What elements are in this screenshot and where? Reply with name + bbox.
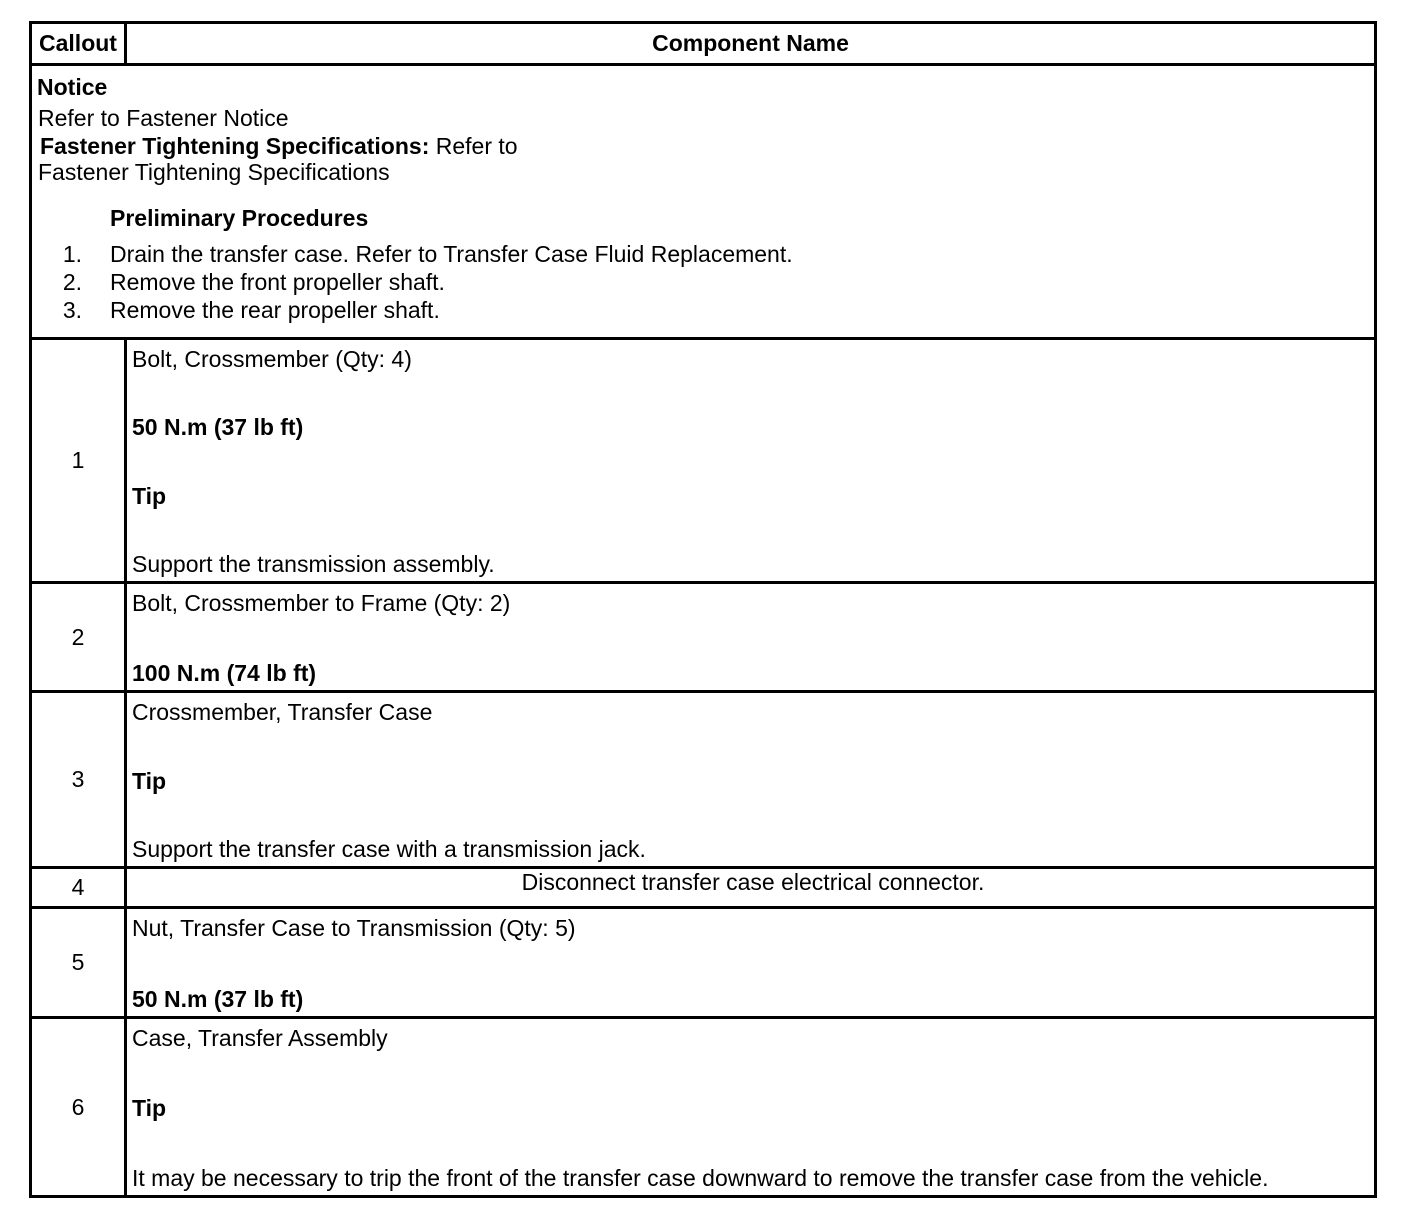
procedure-table	[29, 21, 1377, 1198]
component-cell	[127, 1019, 1374, 1195]
tip-label: Tip	[132, 767, 167, 794]
list-item	[32, 268, 793, 296]
notice-section	[32, 66, 1374, 340]
component-cell	[127, 340, 1374, 581]
spec-text: Refer to	[435, 133, 518, 159]
spec-label: Fastener Tightening Specifications:	[40, 133, 430, 159]
list-item-number: 3.	[62, 297, 82, 323]
table-header-row	[32, 24, 1374, 66]
tip-text: Support the transmission assembly.	[132, 550, 495, 577]
table-row	[32, 869, 1374, 909]
tip-text: Support the transfer case with a transmission jack.	[132, 836, 646, 862]
list-item-number: 2.	[62, 269, 82, 295]
component-cell	[127, 869, 1374, 906]
spec-text-continued: Fastener Tightening Specifications	[38, 159, 390, 185]
list-item-number: 1.	[62, 241, 82, 267]
component-name: Crossmember, Transfer Case	[132, 699, 433, 725]
component-cell	[127, 584, 1374, 690]
notice-title: Notice	[37, 74, 108, 100]
header-component-name: Component Name	[652, 30, 849, 56]
spec-line	[40, 133, 518, 160]
list-item	[32, 240, 793, 268]
list-item-text: Remove the rear propeller shaft.	[110, 297, 440, 323]
component-name: Bolt, Crossmember to Frame (Qty: 2)	[132, 590, 511, 616]
list-item-text: Drain the transfer case. Refer to Transfer Case Fluid Replacement.	[110, 241, 793, 267]
callout-number: 1	[32, 340, 127, 581]
tip-label: Tip	[132, 482, 167, 509]
table-row	[32, 1019, 1374, 1195]
torque-spec: 50 N.m (37 lb ft)	[132, 414, 304, 441]
header-callout: Callout	[32, 24, 127, 63]
callout-number: 4	[32, 869, 127, 906]
component-cell	[127, 693, 1374, 866]
callout-number: 5	[32, 909, 127, 1016]
table-row	[32, 909, 1374, 1019]
component-cell	[127, 909, 1374, 1016]
tip-text: It may be necessary to trip the front of the transfer case downward to remove the transfer case from the vehicle.	[132, 1165, 1269, 1191]
table-row	[32, 584, 1374, 693]
notice-text: Refer to Fastener Notice	[38, 105, 289, 131]
component-name: Disconnect transfer case electrical connector.	[521, 869, 985, 895]
callout-number: 2	[32, 584, 127, 690]
tip-label: Tip	[132, 1095, 167, 1121]
list-item-text: Remove the front propeller shaft.	[110, 269, 445, 295]
table-row	[32, 693, 1374, 869]
preliminary-procedures-title: Preliminary Procedures	[110, 205, 369, 231]
component-name: Nut, Transfer Case to Transmission (Qty: 5)	[132, 915, 576, 941]
preliminary-procedures-list	[32, 240, 793, 324]
list-item	[32, 296, 793, 324]
component-name: Bolt, Crossmember (Qty: 4)	[132, 346, 412, 372]
torque-spec: 100 N.m (74 lb ft)	[132, 660, 317, 686]
callout-number: 6	[32, 1019, 127, 1195]
torque-spec: 50 N.m (37 lb ft)	[132, 986, 304, 1012]
table-row	[32, 340, 1374, 584]
component-name: Case, Transfer Assembly	[132, 1025, 388, 1051]
callout-number: 3	[32, 693, 127, 866]
